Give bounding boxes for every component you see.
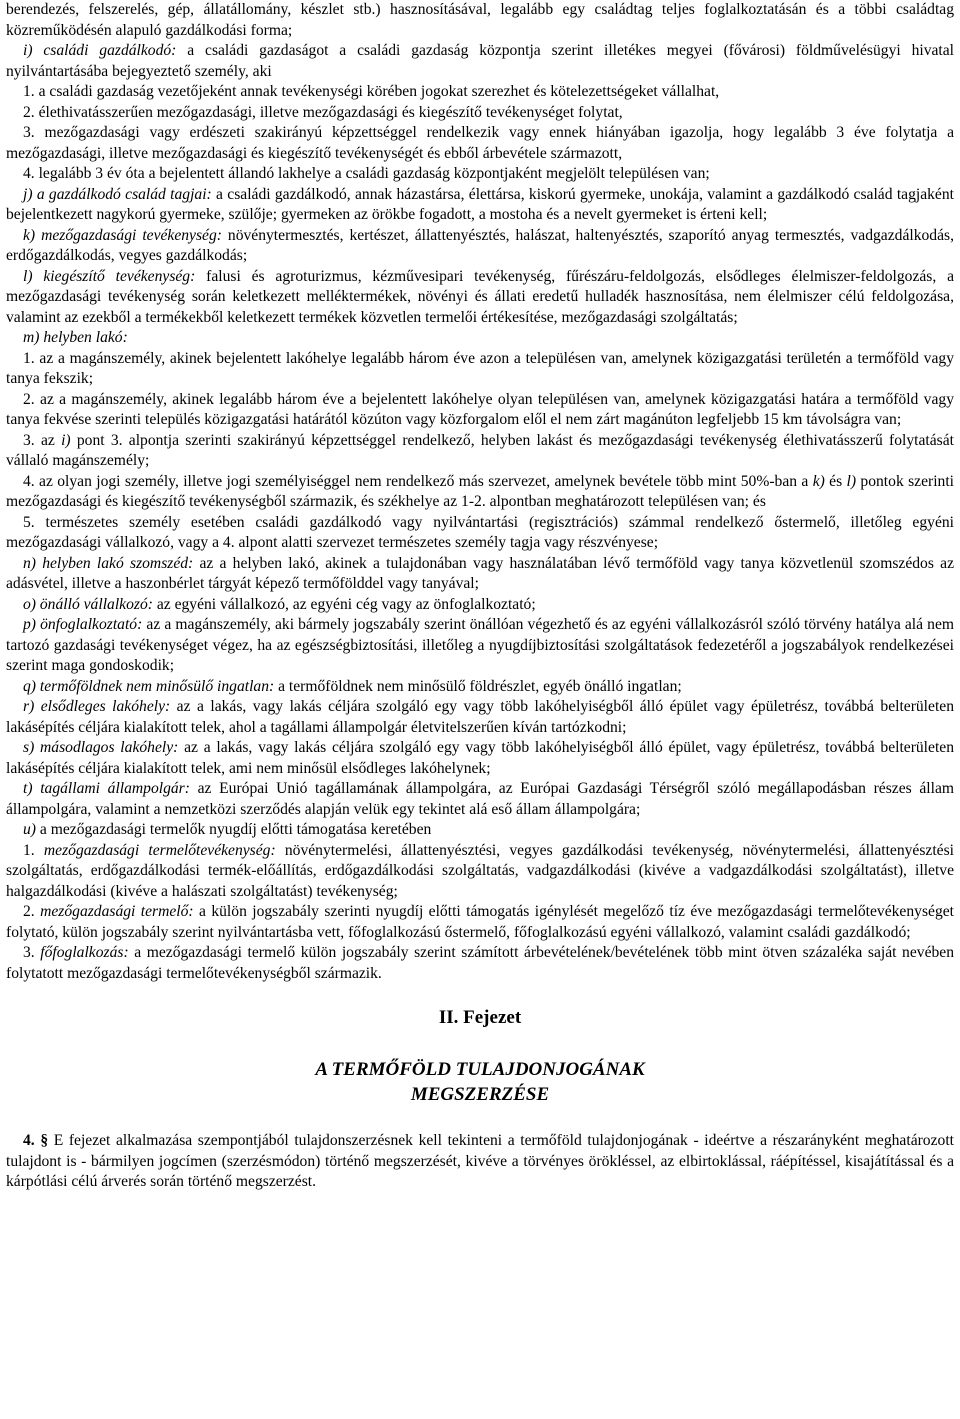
term-m: m) helyben lakó:	[23, 329, 128, 346]
u-item-3-term: főfoglalkozás:	[40, 944, 129, 961]
section-mark: §	[40, 1132, 49, 1149]
definition-t	[6, 779, 954, 820]
definition-n-text: az a helyben lakó, akinek a tulajdonában vagy használatában lévő termőföld vagy tanya közvetlenül szomszédos az adásvétel, illetve a haszonbérlet tárgyát képező termőfölddel vagy tanyával;	[6, 554, 954, 592]
chapter-title-line-1: A TERMŐFÖLD TULAJDONJOGÁNAK	[315, 1059, 645, 1080]
term-n: n) helyben lakó szomszéd:	[23, 554, 194, 572]
section-4-text: E fejezet alkalmazása szempontjából tulajdonszerzésnek kell tekinteni a termőföld tulajdonjogának - ideértve a részarányként meghatározott tulajdont is - bármilyen jogcímen (szerzésmódon) történő megszerzését, kivéve a törvényes örökléssel, az elbirtoklással, ráépítéssel, kisajátítással és a kárpótlási célú árverés során történő megszerzést.	[6, 1132, 954, 1190]
m-item-4-post: pontok szerinti mezőgazdasági és kiegészítő tevékenységből származik, és székhelye az 1-2. alpontban meghatározott településen van; és	[6, 472, 954, 510]
definition-l	[6, 267, 954, 329]
u-item-1-num: 1.	[23, 841, 44, 859]
definition-p-text: az a magánszemély, aki bármely jogszabály szerint önállóan végezhető és az egyéni vállalkozásról szóló törvény hatálya alá nem tartozó gazdasági tevékenységet végez, ha az egészségbiztosítási, illetőleg a nyugdíjbiztosítási szolgáltatások fedezetéről a jogszabályok rendelkezései szerint maga gondoskodik;	[6, 616, 955, 674]
paragraph-continuation: berendezés, felszerelés, gép, állatállomány, készlet stb.) hasznosításával, legalább egy családtag teljes foglalkoztatásán és a többi családtag közreműködésén alapuló gazdálkodási forma;	[6, 1, 954, 39]
definition-i-item-3: 3. mezőgazdasági vagy erdészeti szakirányú képzettséggel rendelkezik vagy ennek hiányában igazolja, hogy legalább 3 éve folytatja a mezőgazdasági, illetve mezőgazdasági és kiegészítő tevékenységét és ebből árbevétele származott,	[6, 124, 954, 162]
definition-m	[6, 328, 954, 349]
chapter-title	[6, 1057, 954, 1107]
section-4	[6, 1131, 954, 1193]
term-i: i) családi gazdálkodó:	[23, 42, 177, 59]
definition-i	[6, 41, 954, 82]
definition-r	[6, 697, 954, 738]
definition-s	[6, 738, 954, 779]
term-p: p) önfoglalkoztató:	[23, 616, 143, 633]
definition-k-text: növénytermesztés, kertészet, állattenyésztés, halászat, haltenyésztés, szaporító anyag termesztés, vadgazdálkodás, erdőgazdálkodás, vegyes gazdálkodás;	[6, 226, 954, 264]
chapter-title-line-2: MEGSZERZÉSE	[410, 1084, 550, 1105]
definition-r-text: az a lakás, vagy lakás céljára szolgáló egy vagy több lakóhelyiségből álló épület vagy épületrész, továbbá belterületen lakásépítés céljára kialakított telek, ahol a tagállami állampolgár életvitelszerűen kíván tartózkodni;	[6, 698, 954, 736]
m-item-4-ref-l: l)	[846, 472, 857, 490]
definition-s-text: az a lakás, vagy lakás céljára szolgáló egy vagy több lakóhelyiségből álló épület, vagy épületrész, továbbá belterületen lakásépítés céljára kialakított telek, ami nem minősül elsődleges lakóhelynek;	[6, 739, 954, 777]
definition-q-text: a termőföldnek nem minősülő földrészlet, egyéb önálló ingatlan;	[274, 677, 682, 695]
m-item-4-mid: és	[824, 472, 847, 490]
term-t: t) tagállami állampolgár:	[23, 780, 190, 797]
m-item-3-pre: 3. az	[23, 431, 62, 449]
definition-j-text: a családi gazdálkodó, annak házastársa, élettársa, kiskorú gyermeke, unokája, valamint a gazdálkodó család tagjaként bejelentkezett nagykorú gyermeke, szülője; gyermeken az örökbe fogadott, a mostoha és a nevelt gyermeket is érteni kell;	[6, 185, 954, 223]
u-item-2-text: a külön jogszabály szerinti nyugdíj előtti támogatás igénylését megelőző tíz éve mezőgazdasági termelőtevékenységet folytató, külön jogszabály szerint nyilvántartásba vett, főfoglalkozású őstermelő, főfoglalkozású egyéni vállalkozó, valamint családi gazdálkodó;	[6, 903, 954, 941]
term-o: o) önálló vállalkozó:	[23, 595, 153, 613]
definition-u-item-2	[6, 902, 954, 943]
u-item-1-text: növénytermelési, állattenyésztési, vegyes gazdálkodási tevékenység, növénytermelési, állattenyésztési szolgáltatás, erdőgazdálkodási termék-előállítás, erdőgazdálkodási szolgáltatás, vadgazdálkodási (kivéve a vadgazdálkodási szolgáltatást), illetve halgazdálkodási (kivéve a halászati szolgáltatást) tevékenység;	[6, 841, 954, 900]
m-item-4-pre: 4. az olyan jogi személy, illetve jogi személyiséggel nem rendelkező más szervezet, amelynek bevétele több mint 50%-ban a	[23, 472, 813, 490]
m-item-3-post: pont 3. alpontja szerinti szakirányú képzettséggel rendelkező, helyben lakást és mezőgazdasági tevékenység élethivatásszerű folytatását vállaló magánszemély;	[6, 431, 954, 469]
term-k: k) mezőgazdasági tevékenység:	[23, 226, 222, 244]
u-item-2-term: mezőgazdasági termelő:	[40, 903, 194, 920]
definition-u-item-1	[6, 841, 954, 903]
definition-k	[6, 226, 954, 267]
definition-i-item-1: 1. a családi gazdaság vezetőjeként annak tevékenységi körében jogokat szerezhet és kötelezettségeket vállalhat,	[23, 83, 720, 100]
definition-t-text: az Európai Unió tagállamának állampolgára, az Európai Gazdasági Térségről szóló megállapodásban részes állam állampolgára, valamint a nemzetközi szerződés alapján velük egy tekintet alá eső állam állampolgára;	[6, 780, 954, 818]
definition-u-text: a mezőgazdasági termelők nyugdíj előtti támogatása keretében	[36, 821, 432, 838]
definition-l-text: falusi és agroturizmus, kézművesipari tevékenység, fűrészáru-feldolgozás, elsődleges élelmiszer-feldolgozás, a mezőgazdasági tevékenység során keletkezett melléktermékek, növényi és állati eredetű hulladék hasznosítása, nem élelmiszer célú feldolgozása, valamint az ezekből a termékekből keletkezett termékek közvetlen termelői értékesítése, mezőgazdasági szolgáltatás;	[6, 267, 955, 326]
definition-m-item-3	[6, 431, 954, 472]
term-l: l) kiegészítő tevékenység:	[23, 267, 196, 285]
definition-o	[6, 595, 954, 616]
definition-m-item-2: 2. az a magánszemély, akinek legalább három éve a bejelentett lakóhelye olyan településen van, amelynek közigazgatási határa a termőföld vagy tanya fekvése szerinti település közigazgatási határától közúton vagy közforgalom elől el nem zárt magánúton legfeljebb 15 km távolságra van;	[6, 390, 954, 428]
m-item-4-ref-k: k)	[812, 472, 825, 490]
definition-m-item-4	[6, 472, 954, 513]
definition-o-text: az egyéni vállalkozó, az egyéni cég vagy az önfoglalkoztató;	[152, 595, 536, 613]
term-j: j) a gazdálkodó család tagjai:	[23, 185, 212, 203]
definition-i-item-4: 4. legalább 3 év óta a bejelentett állandó lakhelye a családi gazdaság központjaként megjelölt településen van;	[23, 165, 710, 182]
definition-u	[6, 820, 954, 841]
definition-u-item-3	[6, 943, 954, 984]
m-item-3-ref: i)	[61, 431, 71, 449]
term-q: q) termőföldnek nem minősülő ingatlan:	[23, 677, 275, 695]
section-number: 4.	[23, 1132, 35, 1149]
term-r: r) elsődleges lakóhely:	[23, 698, 171, 715]
definition-m-item-5: 5. természetes személy esetében családi gazdálkodó vagy nyilvántartási (regisztrációs) számmal rendelkező őstermelő, illetőleg egyéni mezőgazdasági vállalkozó, vagy a 4. alpont alatti szervezet természetes személy tagja vagy részvényese;	[6, 513, 954, 551]
term-s: s) másodlagos lakóhely:	[23, 739, 179, 756]
definition-q	[6, 677, 954, 698]
term-u: u)	[23, 821, 36, 838]
definition-n	[6, 554, 954, 595]
chapter-heading: II. Fejezet	[438, 1007, 522, 1028]
definition-p	[6, 615, 954, 677]
definition-i-text: a családi gazdaságot a családi gazdaság központja szerint illetékes megyei (fővárosi) földművelésügyi hivatal nyilvántartásába bejegyeztető személy, aki	[6, 42, 955, 80]
definition-i-item-2: 2. élethivatásszerűen mezőgazdasági, illetve mezőgazdasági és kiegészítő tevékenységet folytat,	[23, 103, 623, 121]
u-item-1-term: mezőgazdasági termelőtevékenység:	[43, 841, 276, 859]
u-item-2-num: 2.	[23, 903, 41, 920]
u-item-3-num: 3.	[23, 944, 41, 961]
u-item-3-text: a mezőgazdasági termelő külön jogszabály szerint számított árbevételének/bevételének több mint ötven százaléka saját nevében folytatott mezőgazdasági termelőtevékenységből származik.	[6, 944, 955, 982]
definition-m-item-1: 1. az a magánszemély, akinek bejelentett lakóhelye legalább három éve azon a településen van, amelynek közigazgatási területén a termőföld vagy tanya fekszik;	[6, 349, 954, 387]
definition-j	[6, 185, 954, 226]
